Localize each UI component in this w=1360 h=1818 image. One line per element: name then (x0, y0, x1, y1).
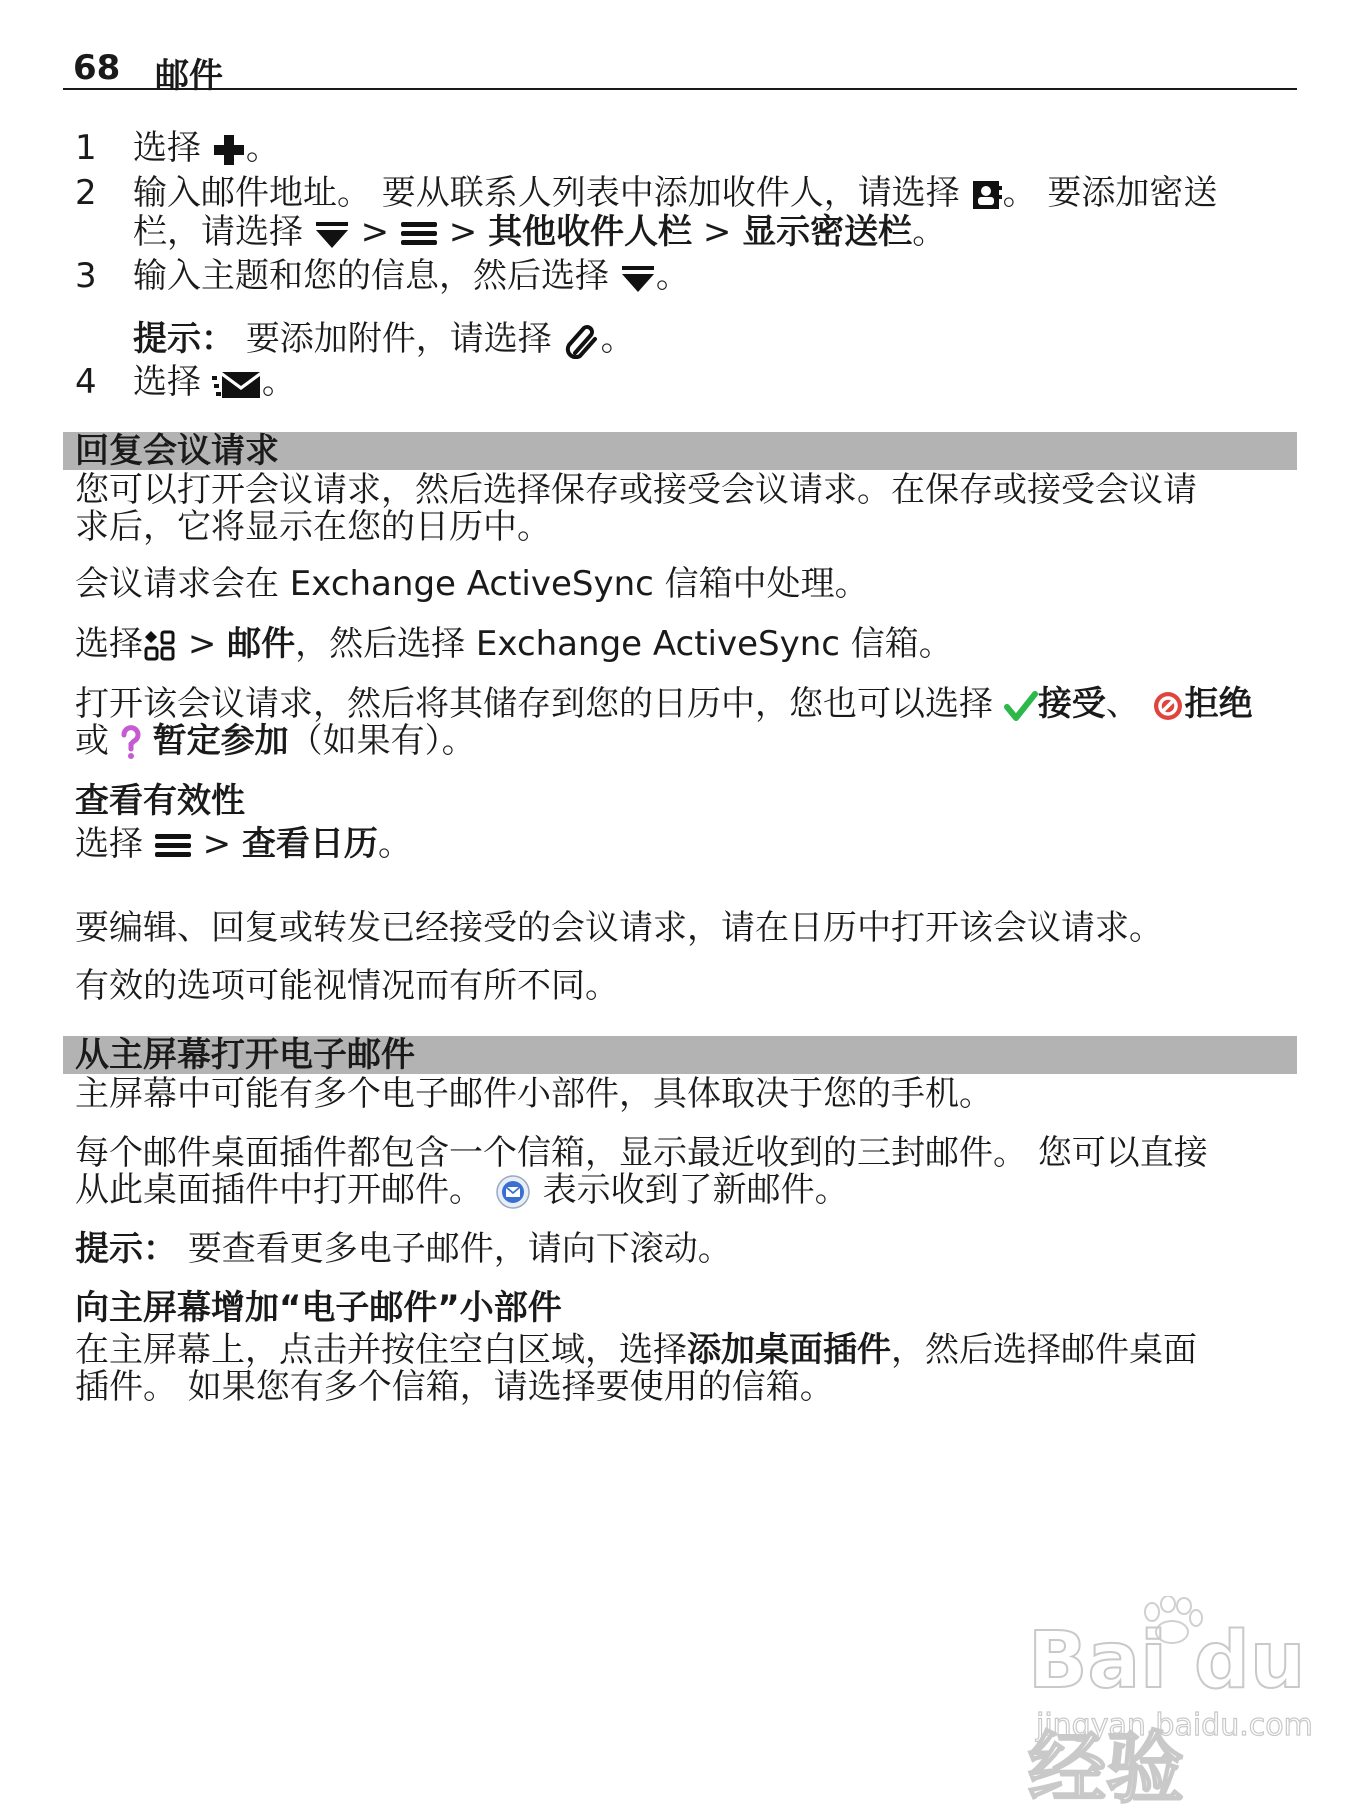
tip-scroll: 提示： 要查看更多电子邮件，请向下滚动。 (75, 1229, 732, 1269)
tip-attachment: 提示： 要添加附件，请选择 。 (133, 319, 635, 359)
paragraph-add-widget: 在主屏幕上，点击并按住空白区域，选择添加桌面插件，然后选择邮件桌面 (75, 1330, 1197, 1370)
step-number: 3 (75, 256, 97, 296)
watermark-url: jingyan.baidu.com (1036, 1708, 1313, 1743)
step-number: 2 (75, 173, 97, 213)
apps-grid-icon (143, 629, 177, 663)
other-recipients-field: 其他收件人栏 (488, 212, 693, 252)
new-mail-icon (494, 1175, 532, 1209)
subsection-title: 查看有效性 (75, 781, 245, 821)
watermark-logo: Bai du 经验 (1028, 1616, 1306, 1814)
tip-label: 提示： (75, 1229, 177, 1269)
menu-icon (154, 832, 192, 860)
baidu-watermark (1028, 1596, 1358, 1814)
menu-icon (400, 220, 438, 248)
page-header (63, 44, 1297, 96)
paragraph: 有效的选项可能视情况而有所不同。 (75, 966, 619, 1006)
decline-icon (1151, 689, 1185, 723)
paragraph: 求后，它将显示在您的日历中。 (75, 507, 551, 547)
step-number: 1 (75, 128, 97, 168)
section-title: 从主屏幕打开电子邮件 (75, 1035, 415, 1075)
manual-page (63, 0, 1313, 1814)
step-2-line-2: 栏，请选择 > > 其他收件人栏 > 显示密送栏。 (133, 212, 947, 252)
add-widget-option: 添加桌面插件 (687, 1330, 891, 1370)
tip-label: 提示： (133, 319, 235, 359)
accept-check-icon (1004, 689, 1038, 723)
paperclip-icon (563, 323, 601, 359)
paragraph-new-mail: 从此桌面插件中打开邮件。 表示收到了新邮件。 (75, 1170, 849, 1210)
paragraph: 主屏幕中可能有多个电子邮件小部件，具体取决于您的手机。 (75, 1074, 993, 1114)
send-mail-icon (212, 368, 262, 400)
accept-option: 接受 (1037, 684, 1106, 724)
section-header-meeting-request (63, 432, 1297, 470)
step-1: 选择 。 (133, 128, 280, 168)
chapter-title: 邮件 (155, 56, 223, 96)
section-title: 回复会议请求 (75, 431, 279, 471)
paragraph: 要编辑、回复或转发已经接受的会议请求，请在日历中打开该会议请求。 (75, 908, 1163, 948)
section-header-open-email (63, 1036, 1297, 1074)
paragraph: 会议请求会在 Exchange ActiveSync 信箱中处理。 (75, 564, 869, 604)
view-calendar-option: 查看日历 (241, 824, 378, 864)
dropdown-arrow-icon (620, 262, 656, 294)
subsection-title: 向主屏幕增加“电子邮件”小部件 (75, 1288, 562, 1328)
dropdown-arrow-icon (314, 218, 350, 250)
tentative-question-icon (120, 725, 142, 761)
show-bcc-field: 显示密送栏 (742, 212, 913, 252)
step-number: 4 (75, 362, 97, 402)
step-2-line-1: 输入邮件地址。 要从联系人列表中添加收件人，请选择 。 要添加密送 (133, 173, 1218, 213)
paragraph: 插件。 如果您有多个信箱，请选择要使用的信箱。 (75, 1367, 834, 1407)
plus-icon (212, 133, 246, 167)
page-number: 68 (73, 48, 121, 88)
paragraph: 每个邮件桌面插件都包含一个信箱，显示最近收到的三封邮件。 您可以直接 (75, 1133, 1208, 1173)
step-3: 输入主题和您的信息，然后选择 。 (133, 256, 690, 296)
step-4: 选择 。 (133, 362, 296, 402)
paragraph: 您可以打开会议请求，然后选择保存或接受会议请求。在保存或接受会议请 (75, 470, 1197, 510)
mail-app-label: 邮件 (227, 624, 296, 664)
step-text: 选择 (133, 128, 201, 168)
tentative-option: 暂定参加 (152, 721, 289, 761)
paragraph-meeting-options-2: 或 暂定参加（如果有）。 (75, 721, 476, 761)
contacts-icon (971, 178, 1003, 212)
paragraph-apps-mail: 选择 > 邮件，然后选择 Exchange ActiveSync 信箱。 (75, 624, 953, 664)
paragraph-view-calendar: 选择 > 查看日历。 (75, 824, 412, 864)
decline-option: 拒绝 (1184, 684, 1253, 724)
paragraph-meeting-options: 打开该会议请求，然后将其储存到您的日历中，您也可以选择 接受、 拒绝 (75, 684, 1253, 724)
